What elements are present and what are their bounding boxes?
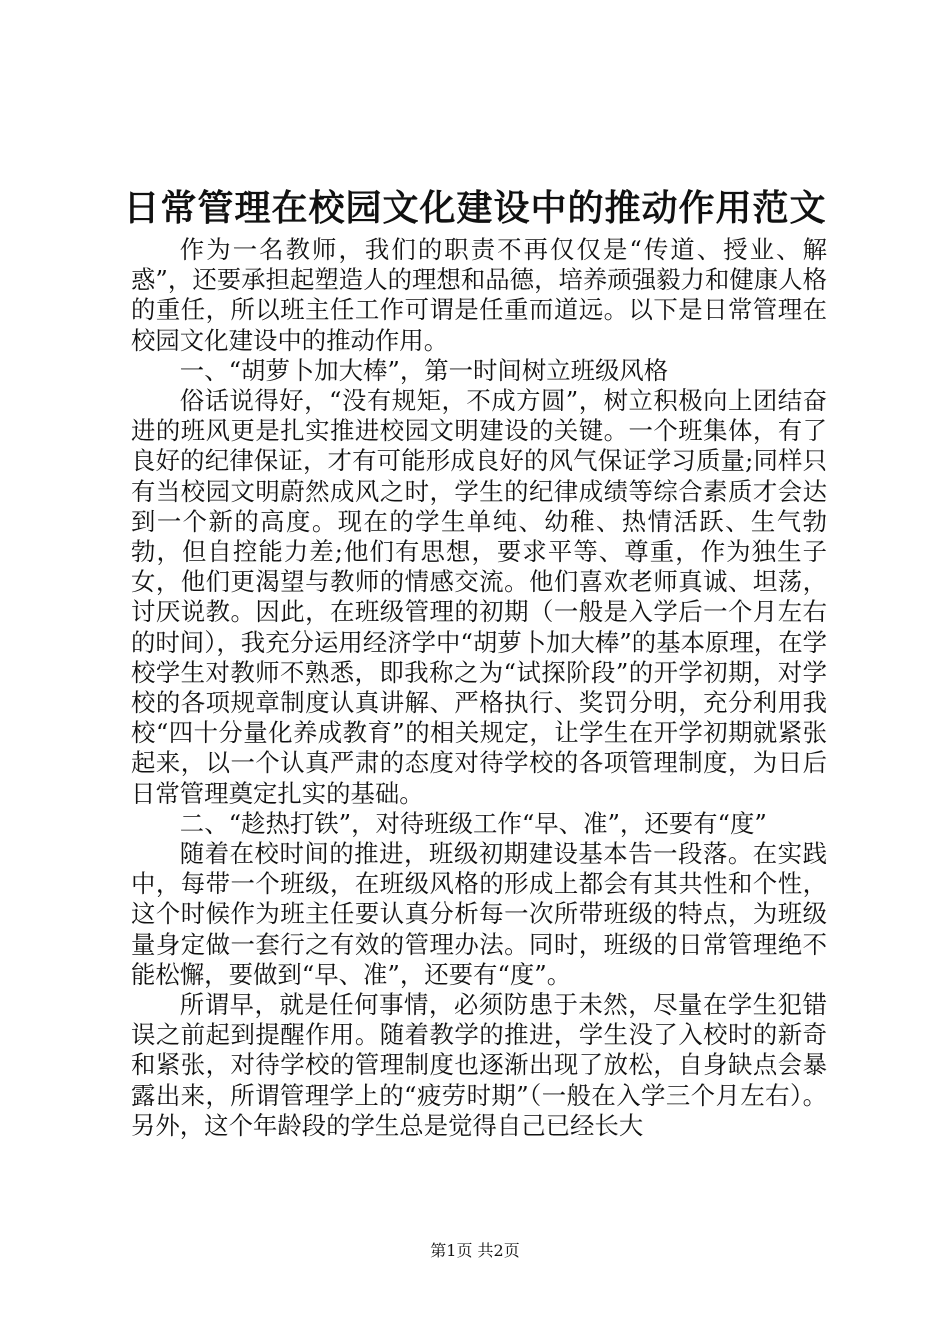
- paragraph-intro: 作为一名教师，我们的职责不再仅仅是“传道、授业、解惑”，还要承担起塑造人的理想和品德，培养顽强毅力和健康人格的重任，所以班主任工作可谓是任重而道远。以下是日常管理在校园文化建设中的推动作用。: [131, 235, 827, 355]
- paragraph-section-1: 俗话说得好，“没有规矩，不成方圆”，树立积极向上团结奋进的班风更是扎实推进校园文明建设的关键。一个班集体，有了良好的纪律保证，才有可能形成良好的风气保证学习质量;同样只有当校园文明蔚然成风之时，学生的纪律成绩等综合素质才会达到一个新的高度。现在的学生单纯、幼稚、热情活跃、生气勃勃，但自控能力差;他们有思想，要求平等、尊重，作为独生子女，他们更渴望与教师的情感交流。他们喜欢老师真诚、坦荡，讨厌说教。因此，在班级管理的初期（一般是入学后一个月左右的时间），我充分运用经济学中“胡萝卜加大棒”的基本原理，在学校学生对教师不熟悉，即我称之为“试探阶段”的开学初期，对学校的各项规章制度认真讲解、严格执行、奖罚分明，充分利用我校“四十分量化养成教育”的相关规定，让学生在开学初期就紧张起来，以一个认真严肃的态度对待学校的各项管理制度，为日后日常管理奠定扎实的基础。: [131, 386, 827, 808]
- section-heading-1: 一、“胡萝卜加大棒”，第一时间树立班级风格: [179, 355, 669, 385]
- document-title: 日常管理在校园文化建设中的推动作用范文: [123, 187, 827, 229]
- page-footer: 第1页 共2页: [430, 1241, 520, 1260]
- section-heading-2: 二、“趁热打铁”，对待班级工作“早、准”，还要有“度”: [179, 808, 767, 838]
- paragraph-section-2-early: 所谓早，就是任何事情，必须防患于未然，尽量在学生犯错误之前起到提醒作用。随着教学的推进，学生没了入校时的新奇和紧张，对待学校的管理制度也逐渐出现了放松，自身缺点会暴露出来，所谓管理学上的“疲劳时期”（一般在入学三个月左右）。另外，这个年龄段的学生总是觉得自己已经长大: [131, 990, 827, 1140]
- paragraph-section-2: 随着在校时间的推进，班级初期建设基本告一段落。在实践中，每带一个班级，在班级风格的形成上都会有其共性和个性，这个时候作为班主任要认真分析每一次所带班级的特点，为班级量身定做一套行之有效的管理办法。同时，班级的日常管理绝不能松懈，要做到“早、准”，还要有“度”。: [131, 839, 827, 989]
- document-body: [131, 235, 827, 1141]
